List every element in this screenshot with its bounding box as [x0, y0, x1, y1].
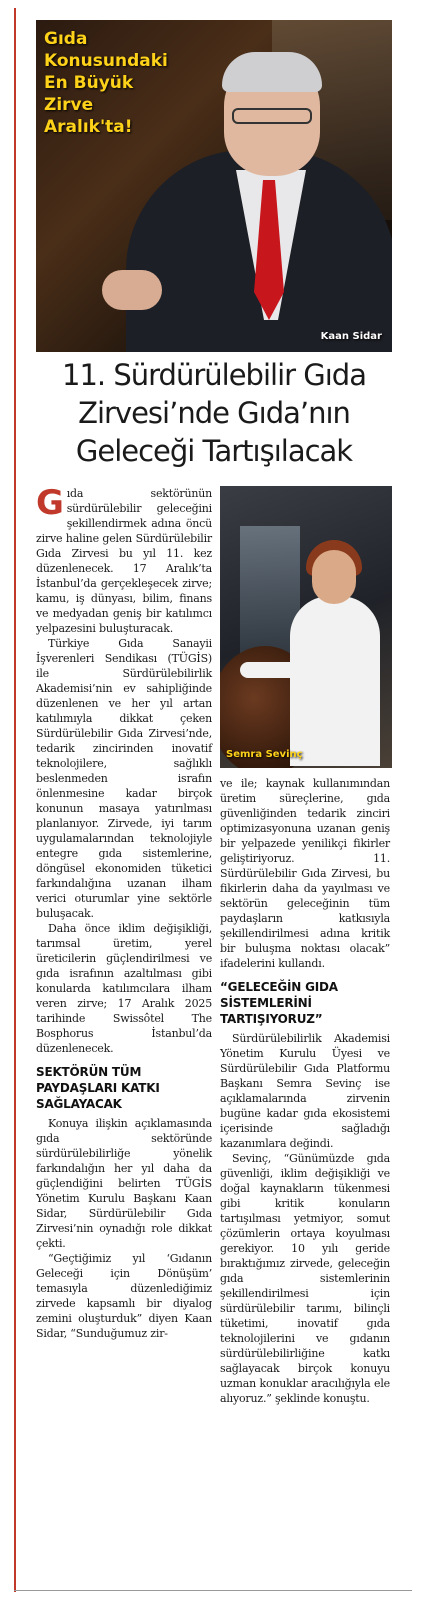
glasses-shape	[232, 108, 312, 124]
hero-caption-line: Zirve	[44, 95, 94, 115]
paragraph: ve ile; kaynak kullanımından üretim süreçlerine, gıda güvenliğinden tedarik zinciri optimizasyonuna uzanan geniş bir yelpazede yenilikçi fikirler geliştiriyoruz. 11. Sürdürülebilir Gıda Zirvesi, bu fikirlerin daha da yayılması ve sektörün geleceğinin tüm paydaşların katkısıyla şekillendirilmesi adına kritik bir buluşma noktası olacak” ifadelerini kullandı.	[220, 777, 390, 970]
paragraph: Türkiye Gıda Sanayii İşverenleri Sendikası (TÜGİS) ile Sürdürülebilirlik Akademisi’nin ev sahipliğinde düzenlenen ve her yıl artan katılımıyla dikkat çeken Sürdürülebilir Gıda Zirvesi’nde, tedarik zincirinden inovatif teknolojilere, sağlıklı beslenmeden israfın önlenmesine kadar birçok konunun masaya yatırılması planlanıyor. Zirvede, iyi tarım uygulamalarından teknolojiyle entegre gıda sistemlerine, döngüsel ekonomiden tüketici farkındalığına uzanan ilham verici oturumlar yine sektörle buluşacak.	[36, 637, 212, 920]
paragraph: “Geçtiğimiz yıl ‘Gıdanın Geleceği için Dönüşüm’ temasıyla düzenlediğimiz zirvede kapsamlı bir diyalog zemini oluşturduk” diyen Kaan Sidar, “Sunduğumuz zir-	[36, 1252, 212, 1340]
semra-sevinc-photo	[220, 486, 392, 768]
subheading: “GELECEĞİN GIDA SİSTEMLERİNİ TARTIŞIYORUZ”	[220, 980, 338, 1026]
paragraph: Sevinç, “Günümüzde gıda güvenliği, iklim değişikliği ve doğal kaynakların tükenmesi gibi kritik konuların tartışılması yetmiyor, somut çözümlerin ortaya koyulması gerekiyor. 10 yılı geride bıraktığımız zirvede, geleceğin gıda sistemlerinin şekillendirilmesi için sürdürülebilir tarımı, bilinçli tüketimi, inovatif gıda teknolojilerini ve gıdanın sürdürülebilirliğine katkı sağlayacak birçok konuyu uzman konuklar aracılığıyla ele alıyoruz.” şeklinde konuştu.	[220, 1152, 390, 1405]
paragraph	[36, 483, 212, 636]
headline-line: Geleceği Tartışılacak	[75, 434, 353, 468]
hero-caption-line: Aralık'ta!	[44, 117, 133, 137]
paragraph-text: ıda sektörünün sürdürülebilir geleceğini şekillendirmek adına öncü zirve haline gelen Sürdürülebilir Gıda Zirvesi bu yıl 11. kez düzenlenecek. 17 Aralık’ta İstanbul’da gerçekleşecek zirve; kamu, iş dünyası, bilim, finans ve medyadan geniş bir katılımcı yelpazesini buluşturacak.	[36, 487, 212, 635]
hero-photo	[36, 20, 392, 352]
hair-shape	[222, 52, 322, 92]
headline-line: 11. Sürdürülebilir Gıda	[62, 358, 366, 392]
article-column-right	[220, 776, 390, 1406]
hero-caption	[44, 28, 214, 138]
hand-shape	[102, 270, 162, 310]
drop-cap: G	[36, 483, 64, 523]
hero-caption-line: Konusundaki	[44, 51, 168, 71]
bottom-rule	[14, 1590, 412, 1591]
hero-photo-credit: Kaan Sidar	[320, 331, 382, 342]
paragraph: Daha önce iklim değişikliği, tarımsal üretim, yerel üreticilerin güçlendirilmesi ve gıda israfının azaltılması gibi konularda katılımcılara ilham veren zirve; 17 Aralık 2025 tarihinde Swissôtel The Bosphorus İstanbul’da düzenlenecek.	[36, 922, 212, 1055]
left-rule	[14, 8, 16, 1592]
photo-credit: Semra Sevinç	[226, 749, 303, 760]
subheading: SEKTÖRÜN TÜM PAYDAŞLARI KATKI SAĞLAYACAK	[36, 1065, 160, 1111]
hero-caption-line: Gıda	[44, 29, 88, 49]
headline-line: Zirvesi’nde Gıda’nın	[78, 396, 350, 430]
article-column-left	[36, 483, 212, 1341]
paragraph: Konuya ilişkin açıklamasında gıda sektöründe sürdürülebilirliğe yönelik farkındalığın her yıl daha da güçlendiğini belirten TÜGİS Yönetim Kurulu Başkanı Kaan Sidar, Sürdürülebilir Gıda Zirvesi’nin oynadığı role dikkat çekti.	[36, 1117, 212, 1250]
article-headline	[28, 356, 400, 470]
sweater-shape	[290, 596, 380, 766]
paragraph: Sürdürülebilirlik Akademisi Yönetim Kurulu Üyesi ve Sürdürülebilir Gıda Platformu Başkanı Semra Sevinç ise açıklamalarında zirvenin bugüne kadar gıda ekosistemi içerisinde sağladığı kazanımlara değindi.	[220, 1032, 390, 1150]
face-shape	[312, 550, 356, 604]
hero-caption-line: En Büyük	[44, 73, 134, 93]
